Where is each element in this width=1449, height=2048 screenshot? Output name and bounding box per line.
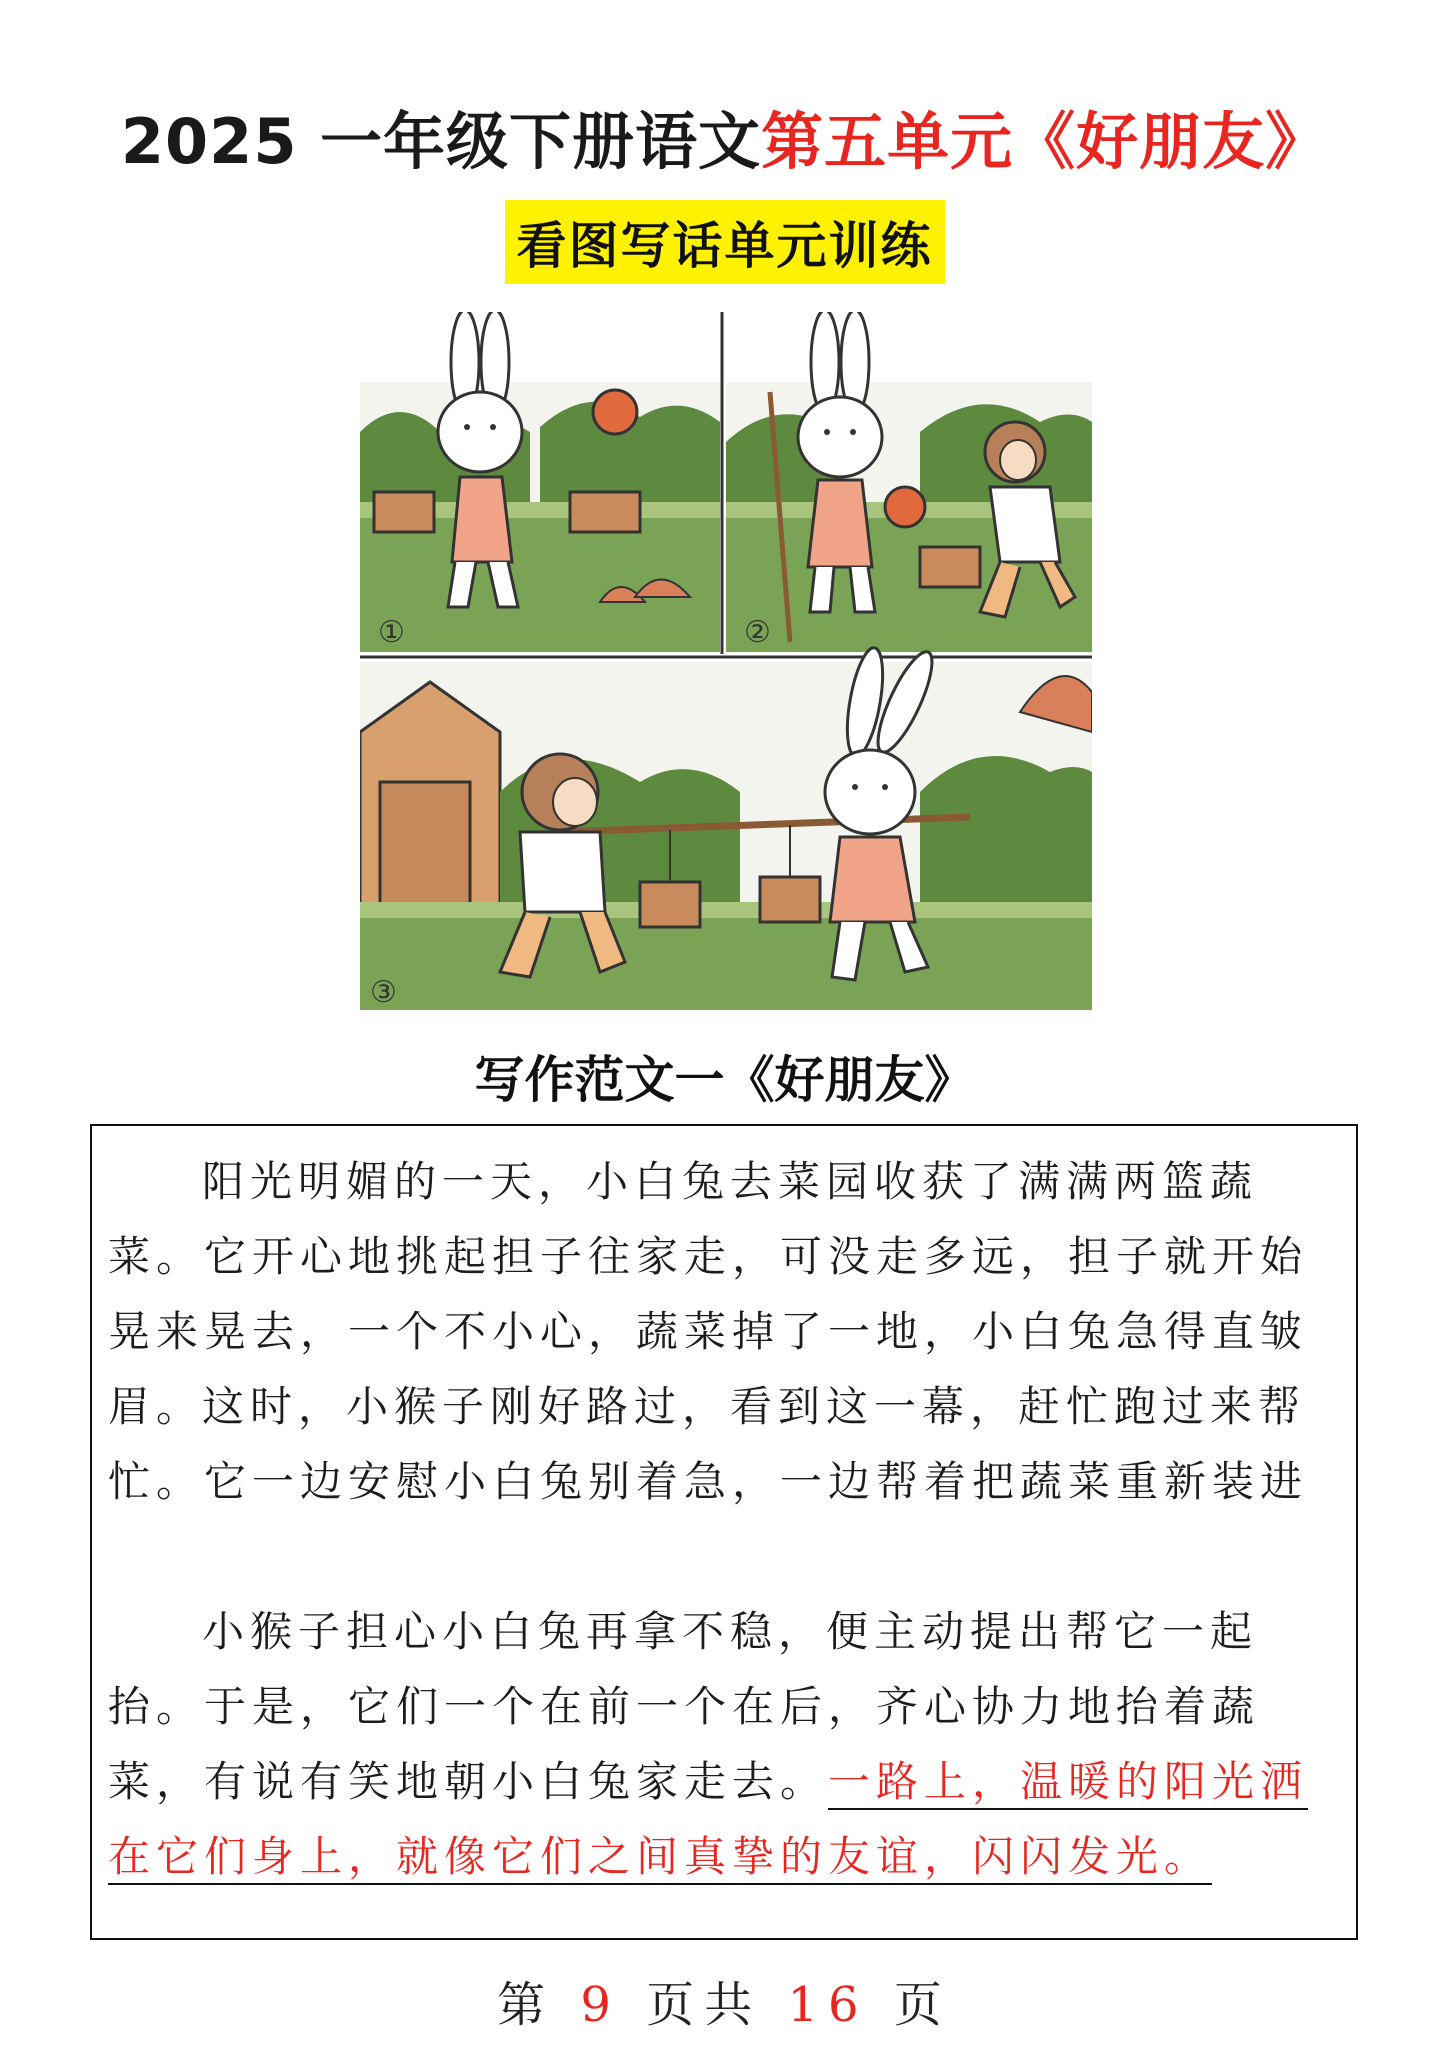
subtitle: 看图写话单元训练 <box>505 200 945 284</box>
pager-middle: 页共 <box>646 1977 763 2033</box>
essay-paragraph-2: 这时，小猴子刚好路过，看到这一幕，赶忙跑过来帮忙。它一边安慰小白兔别着急，一边帮着把蔬菜重新装进 <box>108 1382 1309 1506</box>
title-black: 2025 一年级下册语文 <box>120 105 762 178</box>
panel-3 <box>360 645 1092 1010</box>
title-red: 第五单元《好朋友》 <box>761 105 1329 178</box>
essay-paragraph-3-text: 小猴子担心小白兔再拿不稳，便主动提出帮它一起抬。于是，它们一个在前一个在后，齐心协力地抬着蔬菜，有说有笑地朝小白兔家走去。 <box>108 1607 1261 1806</box>
page-title <box>0 92 1449 181</box>
panel-2-label: ② <box>744 615 771 650</box>
panel-3-label: ③ <box>370 975 397 1010</box>
pager-current: 9 <box>580 1977 621 2033</box>
essay-paragraph-3 <box>108 1594 1342 1894</box>
pager-suffix: 页 <box>893 1977 952 2033</box>
pager-total: 16 <box>787 1977 869 2033</box>
pager-prefix: 第 <box>497 1977 556 2033</box>
panel-1-label: ① <box>378 615 405 650</box>
essay-title: 写作范文一《好朋友》 <box>474 1051 975 1109</box>
comic-illustration <box>360 312 1092 1010</box>
page-indicator <box>0 1966 1449 2035</box>
essay-paragraph-1: 阳光明媚的一天，小白兔去菜园收获了满满两篮蔬菜。它开心地挑起担子往家走，可没走多远，担子就开始晃来晃去，一个不小心，蔬菜掉了一地，小白兔急得直皱眉。 <box>108 1157 1309 1431</box>
essay-highlight-sentence: 一路上，温暖的阳光洒在它们身上，就像它们之间真挚的友谊，闪闪发光。 <box>108 1757 1308 1885</box>
